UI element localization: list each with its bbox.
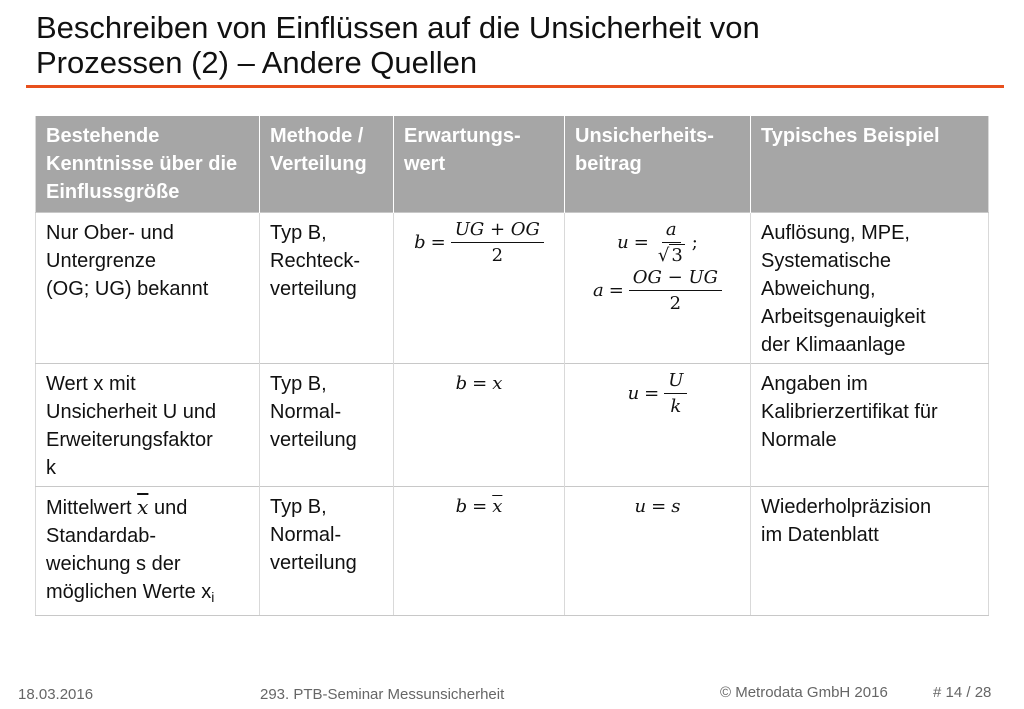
formula-uncertainty: u = s [634, 496, 681, 517]
slide-title-line1: Beschreiben von Einflüssen auf die Unsicherheit von [36, 10, 760, 45]
footer-date: 18.03.2016 [18, 686, 94, 703]
cell-example: Wiederholpräzision im Datenblatt [751, 487, 989, 616]
cell-method: Typ B, Normal- verteilung [260, 487, 394, 616]
table-row [36, 487, 989, 616]
table-header-row [36, 116, 989, 213]
uncertainty-sources-table [35, 116, 989, 616]
header-example: Typisches Beispiel [751, 116, 989, 213]
header-expected-value: Erwartungs-wert [394, 116, 565, 213]
cell-uncertainty [565, 487, 751, 616]
slide-title-line2: Prozessen (2) – Andere Quellen [36, 45, 478, 80]
table-row [36, 213, 989, 364]
cell-knowledge: Mittelwert $\overline{x}$ und Standardab- weichung s der möglichen Werte $x_i$ [36, 487, 260, 616]
cell-expected-value [394, 364, 565, 487]
cell-example: Angaben im Kalibrierzertifikat für Normale [751, 364, 989, 487]
footer-seminar: 293. PTB-Seminar Messunsicherheit [260, 686, 505, 703]
cell-uncertainty [565, 213, 751, 364]
slide-title [36, 10, 996, 80]
cell-expected-value [394, 213, 565, 364]
title-divider [26, 85, 1004, 88]
cell-method: Typ B, Normal- verteilung [260, 364, 394, 487]
cell-example: Auflösung, MPE, Systematische Abweichung, Arbeitsgenauigkeit der Klimaanlage [751, 213, 989, 364]
formula-uncertainty: u = $\frac{a}{√ 3}$ ; a = $\frac{OG - UG}{2}$ [575, 219, 740, 315]
cell-knowledge: Wert x mit Unsicherheit U und Erweiterungsfaktor k [36, 364, 260, 487]
cell-uncertainty [565, 364, 751, 487]
header-uncertainty-contribution: Unsicherheits-beitrag [565, 116, 751, 213]
table-row [36, 364, 989, 487]
cell-method: Typ B, Rechteck- verteilung [260, 213, 394, 364]
header-method: Methode / Verteilung [260, 116, 394, 213]
cell-expected-value [394, 487, 565, 616]
header-knowledge: Bestehende Kenntnisse über die Einflussgröße [36, 116, 260, 213]
formula-expected: b = $\overline{x}$ [455, 496, 503, 517]
formula-expected: b = x [455, 373, 503, 394]
formula-uncertainty: u = $\frac{U}{k}$ [575, 370, 740, 418]
formula-expected: b = $\frac{UG + OG}{2}$ [404, 219, 554, 267]
footer-page-number: # 14 / 28 [933, 684, 992, 701]
footer-copyright: © Metrodata GmbH 2016 [720, 684, 888, 701]
cell-knowledge: Nur Ober- und Untergrenze (OG; UG) bekannt [36, 213, 260, 364]
